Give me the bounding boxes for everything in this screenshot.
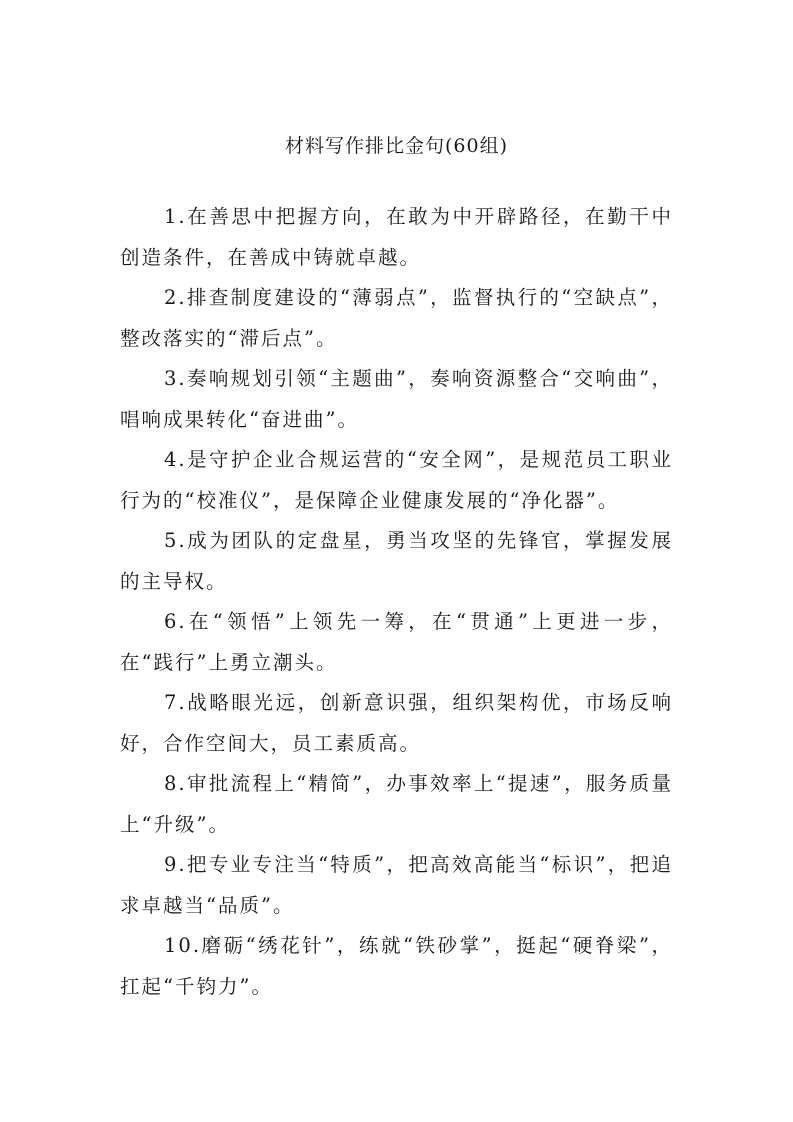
list-item-3: 3.奏响规划引领“主题曲”，奏响资源整合“交响曲”，唱响成果转化“奋进曲”。 [120,367,673,431]
list-item-4: 4.是守护企业合规运营的“安全网”，是规范员工职业行为的“校准仪”，是保障企业健康发展的“净化器”。 [120,448,673,512]
list-item-10: 10.磨砺“绣花针”，练就“铁砂掌”，挺起“硬脊梁”，扛起“千钧力”。 [120,934,673,998]
list-item-8: 8.审批流程上“精简”，办事效率上“提速”，服务质量上“升级”。 [120,772,673,836]
list-item-1: 1.在善思中把握方向，在敢为中开辟路径，在勤干中创造条件，在善成中铸就卓越。 [120,205,673,269]
document-title: 材料写作排比金句(60组) [284,135,508,157]
list-item-6: 6.在“领悟”上领先一筹，在“贯通”上更进一步，在“践行”上勇立潮头。 [120,610,673,674]
list-item-7: 7.战略眼光远，创新意识强，组织架构优，市场反响好，合作空间大，员工素质高。 [120,691,673,755]
list-item-9: 9.把专业专注当“特质”，把高效高能当“标识”，把追求卓越当“品质”。 [120,853,673,917]
list-item-5: 5.成为团队的定盘星，勇当攻坚的先锋官，掌握发展的主导权。 [120,529,673,593]
list-item-2: 2.排查制度建设的“薄弱点”，监督执行的“空缺点”，整改落实的“滞后点”。 [120,286,673,350]
item-list [120,197,673,1007]
